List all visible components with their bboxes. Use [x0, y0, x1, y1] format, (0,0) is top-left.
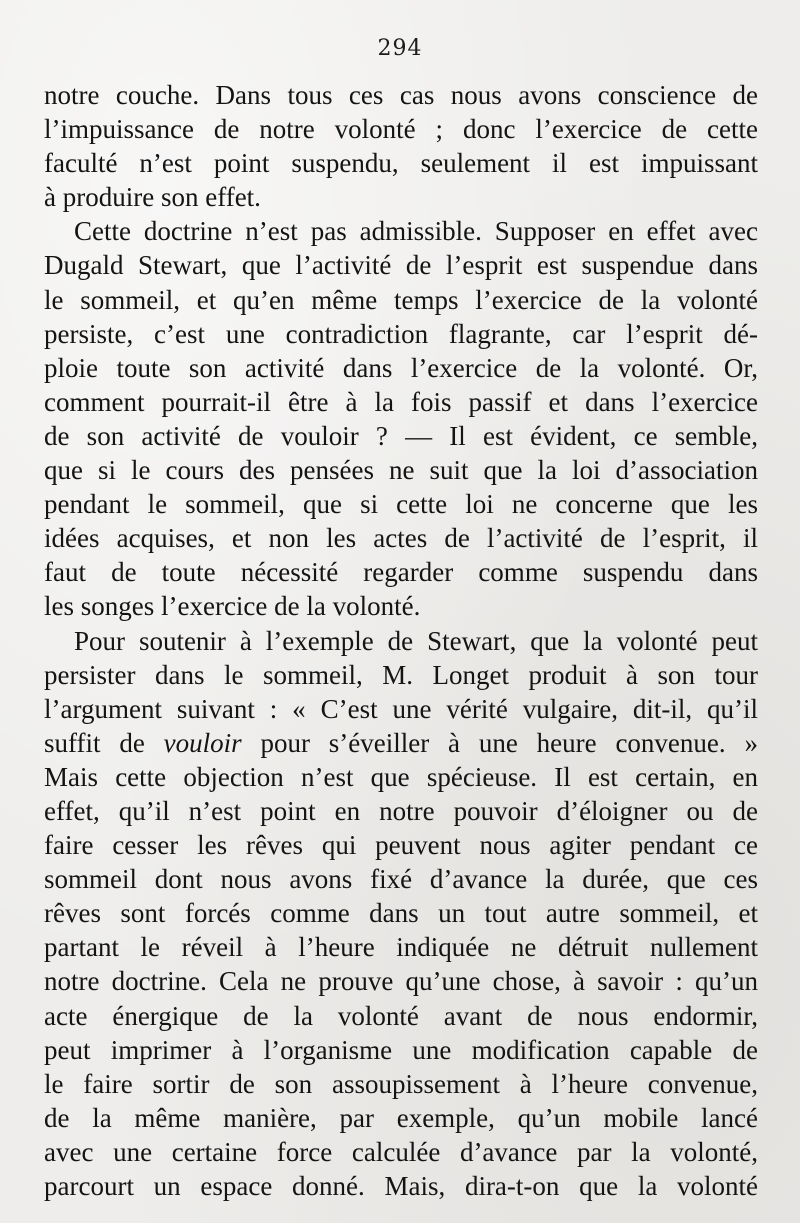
text-line: avec une certaine force calculée d’avance par la volonté,	[44, 1136, 758, 1167]
text-line: les songes l’exercice de la volonté.	[44, 591, 421, 622]
text-line: peut imprimer à l’organisme une modification capable de	[44, 1034, 758, 1065]
text-line: sommeil dont nous avons fixé d’avance la durée, que ces	[44, 864, 758, 895]
text-line: l’impuissance de notre volonté ; donc l’exercice de cette	[44, 114, 758, 145]
text-line	[44, 726, 758, 760]
text-segment: pour s’éveiller à une heure convenue. »	[241, 727, 758, 758]
text-line: le sommeil, et qu’en même temps l’exercice de la volonté	[44, 284, 758, 315]
text-line: parcourt un espace donné. Mais, dira-t-on que la volonté	[44, 1171, 758, 1201]
text-line: ploie toute son activité dans l’exercice de la volonté. Or,	[44, 352, 758, 383]
text-line: comment pourrait-il être à la fois passif et dans l’exercice	[44, 386, 758, 417]
text-line: acte énergique de la volonté avant de nous endormir,	[44, 1000, 758, 1031]
text-line: pendant le sommeil, que si cette loi ne concerne que les	[44, 489, 758, 520]
text-line: faire cesser les rêves qui peuvent nous agiter pendant ce	[44, 830, 758, 861]
text-line: de son activité de vouloir ? — Il est évident, ce semble,	[44, 420, 758, 451]
text-segment: suffit de	[44, 727, 164, 758]
text-line: que si le cours des pensées ne suit que la loi d’association	[44, 455, 758, 486]
text-line: idées acquises, et non les actes de l’activité de l’esprit, il	[44, 523, 758, 554]
text-line: le faire sortir de son assoupissement à l’heure convenue,	[44, 1068, 758, 1099]
text-line: effet, qu’il n’est point en notre pouvoir d’éloigner ou de	[44, 795, 758, 826]
text-line: faculté n’est point suspendu, seulement il est impuissant	[44, 148, 758, 179]
text-line: Dugald Stewart, que l’activité de l’esprit est suspendue dans	[44, 250, 758, 281]
text-line: rêves sont forcés comme dans un tout autre sommeil, et	[44, 898, 758, 929]
text-line: Pour soutenir à l’exemple de Stewart, que la volonté peut	[74, 625, 758, 656]
body-text	[44, 78, 758, 1203]
text-line: Cette doctrine n’est pas admissible. Supposer en effet avec	[74, 216, 758, 247]
text-line: faut de toute nécessité regarder comme suspendu dans	[44, 557, 758, 588]
text-line: notre couche. Dans tous ces cas nous avons conscience de	[44, 80, 758, 110]
page-number: 294	[377, 36, 423, 61]
text-line: partant le réveil à l’heure indiquée ne détruit nullement	[44, 932, 758, 963]
text-line: l’argument suivant : « C’est une vérité vulgaire, dit-il, qu’il	[44, 693, 758, 724]
text-line: notre doctrine. Cela ne prouve qu’une chose, à savoir : qu’un	[44, 966, 758, 997]
italic-word: vouloir	[163, 727, 242, 758]
text-line: persister dans le sommeil, M. Longet produit à son tour	[44, 659, 758, 690]
text-line: de la même manière, par exemple, qu’un mobile lancé	[44, 1102, 758, 1133]
text-line: à produire son effet.	[44, 182, 261, 213]
text-line: Mais cette objection n’est que spécieuse. Il est certain, en	[44, 761, 758, 792]
text-line: persiste, c’est une contradiction flagrante, car l’esprit dé-	[44, 318, 758, 349]
